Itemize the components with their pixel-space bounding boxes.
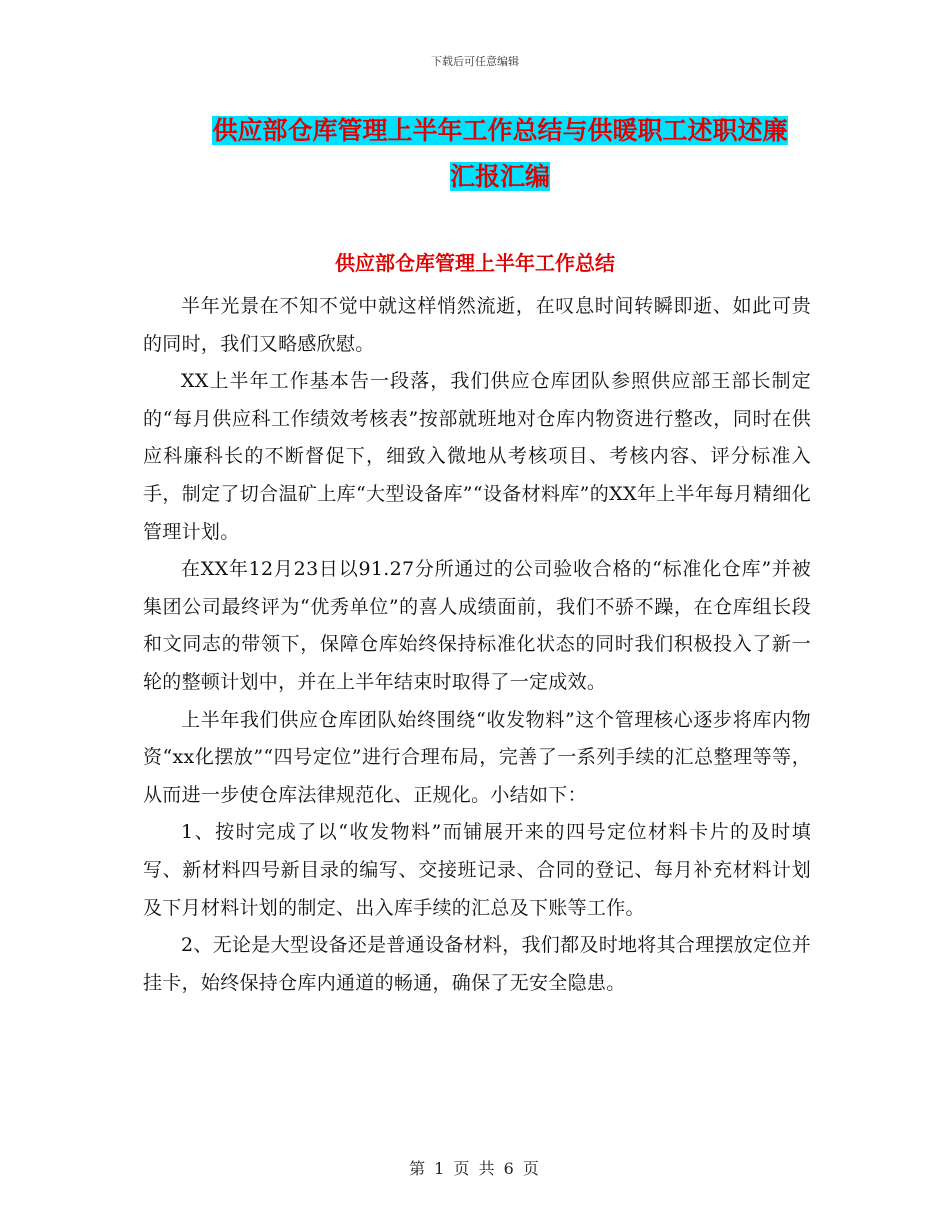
paragraph: 2、无论是大型设备还是普通设备材料，我们都及时地将其合理摆放定位并挂卡，始终保持仓库内通道的畅通，确保了无安全隐患。 <box>143 934 811 994</box>
section-title: 供应部仓库管理上半年工作总结 <box>335 251 615 275</box>
paragraph: 在XX年12月23日以91.27分所通过的公司验收合格的“标准化仓库”并被集团公司最终评为“优秀单位”的喜人成绩面前，我们不骄不躁，在仓库组长段和文同志的带领下，保障仓库始终保持标准化状态的同时我们积极投入了新一轮的整顿计划中，并在上半年结束时取得了一定成效。 <box>143 558 811 693</box>
paragraph: XX上半年工作基本告一段落，我们供应仓库团队参照供应部王部长制定的“每月供应科工作绩效考核表”按部就班地对仓库内物资进行整改，同时在供应科廉科长的不断督促下，细致入微地从考核项目、考核内容、评分标准入手，制定了切合温矿上库“大型设备库”“设备材料库”的XX年上半年每月精细化管理计划。 <box>143 370 811 543</box>
document-title-line-1: 供应部仓库管理上半年工作总结与供暖职工述职述廉 <box>212 116 788 145</box>
header-note: 下载后可任意编辑 <box>431 55 519 68</box>
paragraph: 上半年我们供应仓库团队始终围绕“收发物料”这个管理核心逐步将库内物资“xx化摆放”“四号定位”进行合理布局，完善了一系列手续的汇总整理等等，从而进一步使仓库法律规范化、正规化。小结如下： <box>143 708 811 806</box>
document-title-line-2: 汇报汇编 <box>449 162 550 191</box>
document-body <box>143 288 811 1002</box>
paragraph: 半年光景在不知不觉中就这样悄然流逝，在叹息时间转瞬即逝、如此可贵的同时，我们又略感欣慰。 <box>143 295 811 355</box>
paragraph: 1、按时完成了以“收发物料”而铺展开来的四号定位材料卡片的及时填写、新材料四号新目录的编写、交接班记录、合同的登记、每月补充材料计划及下月材料计划的制定、出入库手续的汇总及下账等工作。 <box>143 821 811 919</box>
page-footer: 第 1 页 共 6 页 <box>409 1159 541 1178</box>
document-title <box>190 108 810 200</box>
